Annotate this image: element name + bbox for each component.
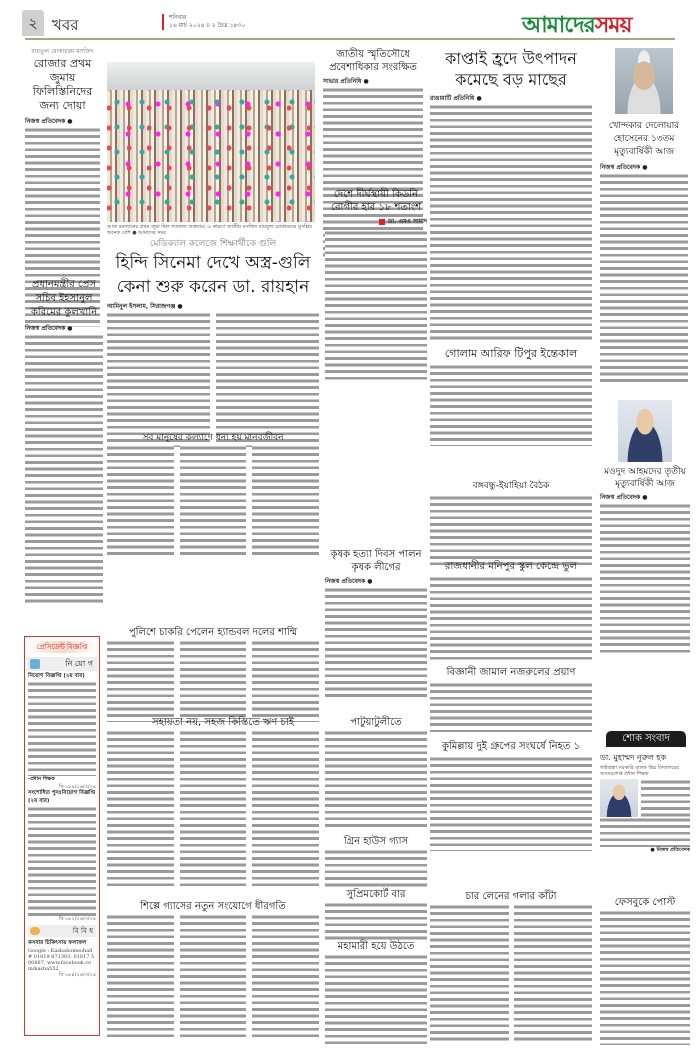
article-body [430,756,592,851]
classifieds-box[interactable]: প্রেসিডেন্ট বিজ্ঞপ্তি নি য়ো গ নিয়োগ বিজ্ঞপ্তি (২য় বার) -প্রধান শিক্ষক বি-১৮৯/১৬/৩/২৪ সংশোধিত পুনঃনিয়োগ বিজ্ঞপ্তি (২য় বার) বি-১৮২/১৬/৩/২৪ বি বি ধ কসবার চিকিৎসায় ফলাফল Google : Kasbahomeohall # 01819 871303, 01817 500887, www.facebook.com/kasba552 বি-১৮৪/১৬/৩/২৪ [24,636,100,1036]
ad2-body [28,806,96,916]
article-moudud[interactable] [600,466,690,653]
obituary-subtitle: গাইবান্ধা সরকারি বালক উচ্চ বিদ্যালয়ের অবসরপ্রাপ্ত প্রধান শিক্ষক [600,765,680,777]
article-golam[interactable] [430,346,592,446]
byline: সাভার প্রতিনিধি ● [323,78,369,85]
article-medical[interactable] [107,236,319,447]
article-krishok[interactable] [325,548,427,697]
article-body [325,954,427,1044]
article-press-secretary[interactable] [25,278,103,604]
person-icon [30,659,40,669]
kicker: মেডিক্যাল কলেজে শিক্ষার্থীকে গুলি [149,239,277,249]
article-body-col1 [107,312,210,447]
article-khondokar[interactable] [600,120,688,383]
ad1-title: নিয়োগ বিজ্ঞপ্তি (২য় বার) [28,673,85,679]
kicker: বায়তুল মোকাররম মসজিদ [31,48,94,55]
headline: খোন্দকার দেলোয়ার হোসেনের ১৩তম মৃত্যুবার্ষিকী আজ [608,121,680,157]
headline: গ্রিন হাউস গ্যাস [343,836,409,847]
classifieds-title: প্রেসিডেন্ট বিজ্ঞপ্তি [27,641,97,653]
article-body [600,503,690,653]
article-body-col2 [216,312,319,447]
headline: জাতীয় স্মৃতিসৌধে প্রবেশাধিকার সংরক্ষিত [329,49,417,73]
byline: নিজস্ব প্রতিবেদক ● [25,118,73,125]
headline: পাটুয়াটুলীতে [350,717,402,728]
red-bullet-icon [379,219,385,225]
headline: গোলাম আরিফ টিপুর ইন্তেকাল [444,347,578,360]
obituary-name: ডা. মুহাম্মদ নূরুল হক [600,753,667,762]
headline: হিন্দি সিনেমা দেখে অস্ত্র-গুলি কেনা শুরু করেন ডা. রায়হান [115,253,311,297]
byline: নিজস্ব প্রতিবেদক ● [600,494,648,501]
article-body [430,495,592,565]
article-body [325,849,427,887]
article-police[interactable] [107,626,319,722]
article-bangabandhu[interactable] [430,480,592,565]
headline: সহায়তা নয়, সহজ কিস্তিতে ঋণ চাই [151,717,295,728]
article-body-col2 [180,640,247,722]
speech-bubble-icon [30,927,40,935]
headline: পুলিশে চাকরি পেলেন হ্যান্ডবল দলের শাম্মি [128,627,298,638]
article-body-col1 [107,640,174,722]
article-body-col3 [252,445,319,555]
headline: সুপ্রিমকোর্ট বার [346,889,406,900]
byline: নিজস্ব প্রতিবেদক ● [600,164,648,171]
newspaper-logo[interactable]: আমাদেরসময় [522,12,632,38]
byline: রাঙামাটি প্রতিনিধি ● [430,95,482,102]
headline: কুমিল্লায় দুই গ্রুপের সংঘর্ষে নিহত ১ [441,741,581,752]
ad2-title: সংশোধিত পুনঃনিয়োগ বিজ্ঞপ্তি (২য় বার) [28,790,96,804]
article-body [325,587,427,697]
article-mohamari[interactable] [325,940,427,1044]
article-body [325,230,427,380]
khondokar-photo [615,48,673,114]
article-body-col1 [107,445,174,555]
byline: আমিনুল ইসলাম, সিরাজগঞ্জ ● [107,303,183,310]
article-body [25,334,103,604]
headline: কাপ্তাই হ্রদে উৎপাদন কমেছে বড় মাছের [445,49,577,89]
article-body [430,364,592,446]
article-greenhouse[interactable] [325,835,427,887]
article-facebook[interactable] [600,896,690,1045]
headline: রোজার প্রথম জুমায় ফিলিস্তিনিদের জন্য দোয়া [32,57,93,112]
headline: রাজধানীর মনিপুর স্কুল কেন্দ্রে ভুল [444,561,578,572]
headline: শিল্পে গ্যাসের নতুন সংযোগে ধীরগতি [140,901,286,912]
article-kaptai[interactable] [430,48,592,342]
article-supreme[interactable] [325,888,427,942]
headline: প্রধানমন্ত্রীর প্রেস সচিব ইহসানুল করিমের কুলখানি [30,279,98,318]
article-shilpa[interactable] [107,900,319,1039]
headline: বঙ্গবন্ধু-ইয়াহিয়া বৈঠক [472,481,550,491]
article-jamal[interactable] [430,666,592,732]
article-kidney[interactable]: দেশে দীর্ঘস্থায়ী কিডনি রোগীর হার ১৮ শতাংশ ডা. এমএ সামাদ [325,188,427,380]
headline: কৃষক হত্যা দিবস পালন কৃষক লীগের [330,549,422,573]
headline: মহামারী হয়ে উঠতে [337,941,415,952]
ad1-body [28,681,96,776]
photo-caption: আজ রমজানের প্রথম জুমা ছিল গতকাল শুক্রবার। এ কারণে জাতীয় মসজিদ বায়তুল মোকাররমে মুসল্লির অনেক বেশি ● আমাদের সময় [107,224,312,236]
niyog-label: নি য়ো গ [65,658,93,668]
article-body [600,910,690,1045]
article-patuatuli[interactable] [325,716,427,830]
obituary-photo [600,779,638,817]
obituary-section-label: শোক সংবাদ [606,731,686,747]
article-body [325,902,427,942]
article-body [325,730,427,830]
headline: মওদুদ আহমদের তৃতীয় মৃত্যুবার্ষিকী আজ [604,467,686,489]
mosque-crowd-photo [107,62,315,222]
issue-date [162,14,245,30]
article-manipur[interactable] [430,560,592,661]
article-body [430,682,592,732]
ad3-title: কসবার চিকিৎসায় ফলাফল [28,940,87,946]
section-name: খবর [52,16,79,34]
ad3-contact[interactable]: Google : Kasbahomeohall # 01819 871303, 01817 500887, www.facebook.com/kasba552 [28,948,95,972]
obituary[interactable]: ডা. মুহাম্মদ নূরুল হক গাইবান্ধা সরকারি বালক উচ্চ বিদ্যালয়ের অবসরপ্রাপ্ত প্রধান শিক্ষক ● নিজস্ব প্রতিবেদক [600,753,690,853]
issue-day: শনিবার [169,14,187,21]
headline: দেশে দীর্ঘস্থায়ী কিডনি রোগীর হার ১৮ শতাংশ [330,189,422,213]
page-header [0,0,700,38]
article-body [430,576,592,661]
byline: নিজস্ব প্রতিবেদক ● [325,578,373,585]
page-number: ২ [22,10,44,36]
article-body-col3 [252,640,319,722]
headline: বিজ্ঞানী জামাল নজরুলের প্রয়াণ [446,667,576,678]
byline: নিজস্ব প্রতিবেদক ● [25,325,73,332]
article-body-col2 [180,445,247,555]
article-sahayota[interactable] [107,716,319,890]
header-divider [25,38,675,40]
moudud-photo [618,400,672,462]
article-charlane[interactable] [430,890,592,1044]
issue-date-text: ১৬ মার্চ ২০২৪ ॥ ২ চৈত্র ১৪৩০ [169,22,246,29]
article-cumilla[interactable] [430,740,592,851]
headline: ফেসবুকে পোস্ট [614,897,676,908]
article-body [600,173,688,383]
article-body [430,104,592,342]
headline: চার লেনের গলার কাঁটা [465,891,557,902]
headline: সব মানুষের কল্যাণে ধন্য হয় মানবজীবন [142,433,284,443]
article-manob[interactable] [107,432,319,555]
